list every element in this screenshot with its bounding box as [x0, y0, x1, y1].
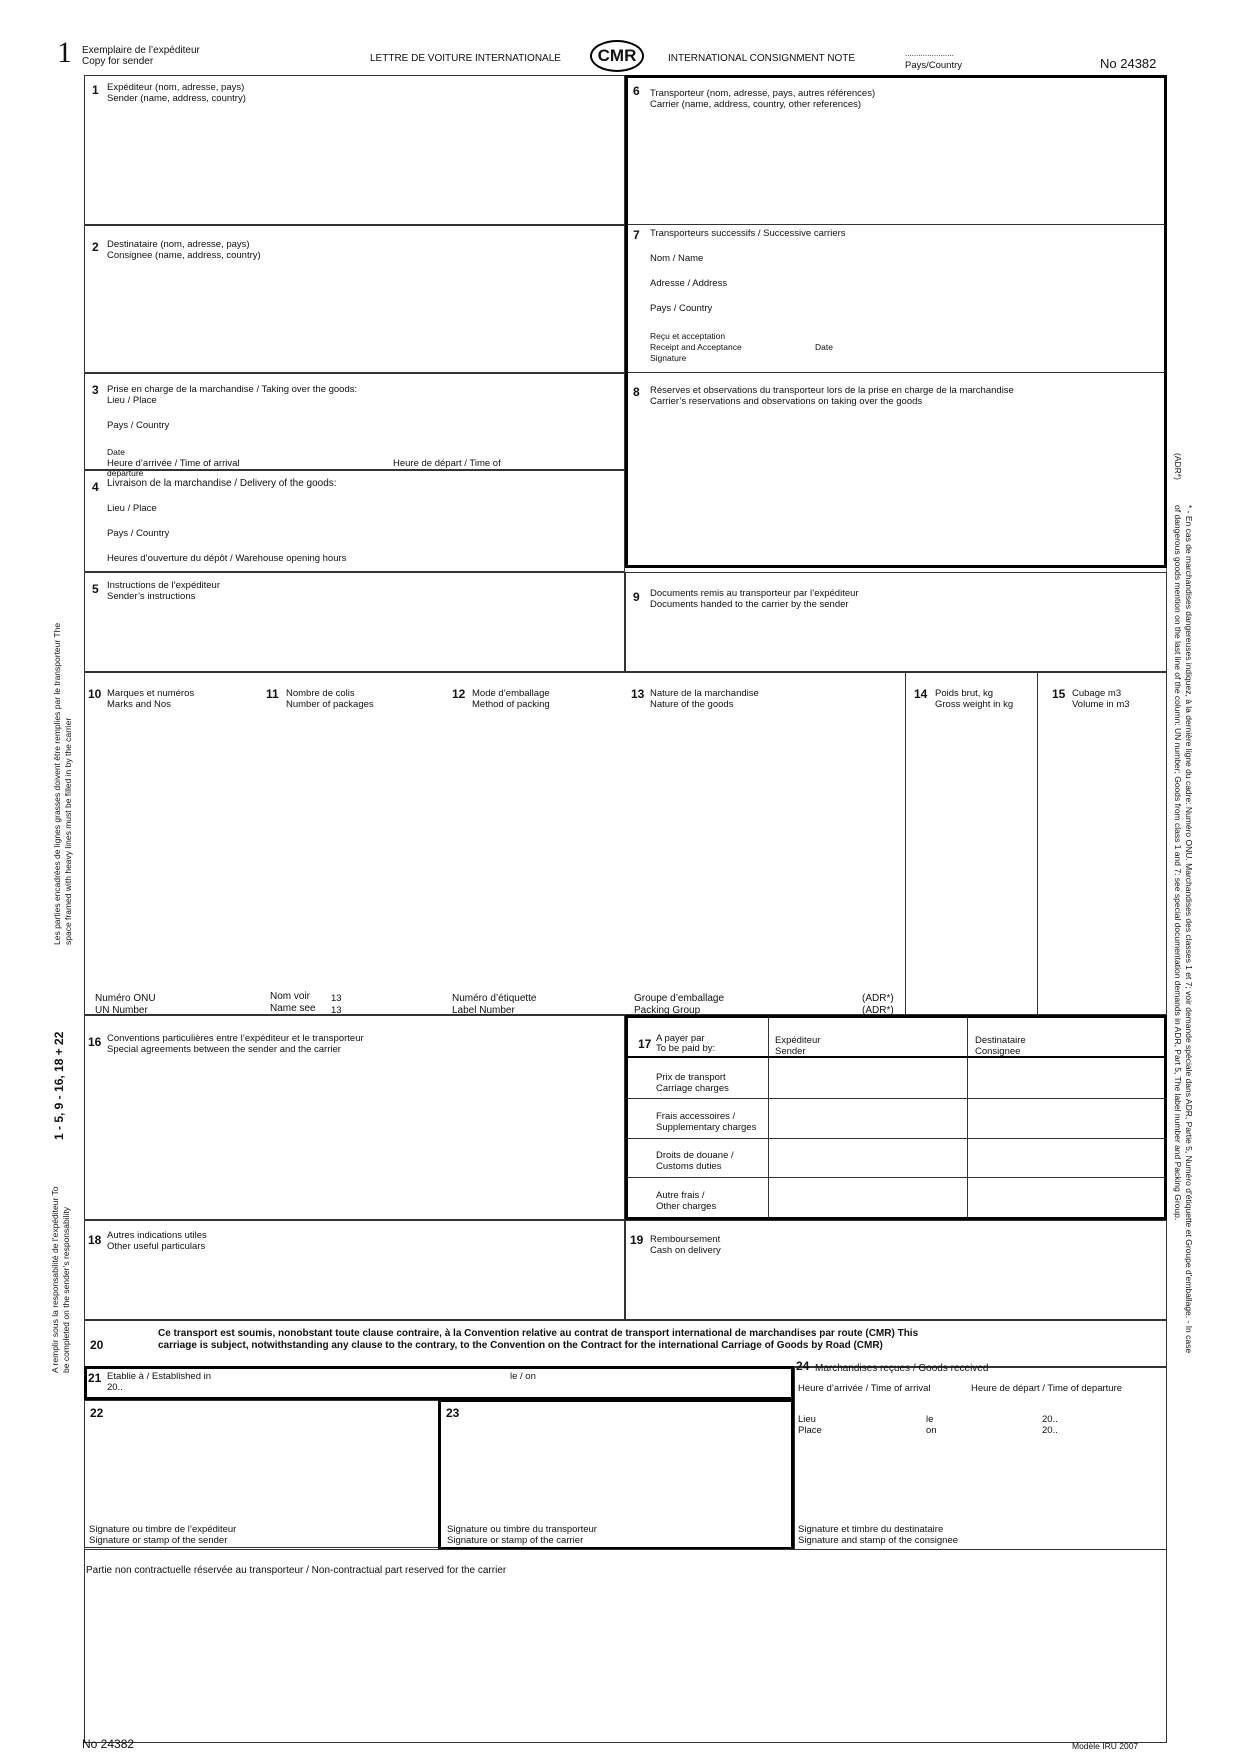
carrier-reserved-label: Partie non contractuelle réservée au transporteur / Non-contractual part reserved for the carrier	[86, 1565, 507, 1576]
section-24-number: 24	[796, 1359, 810, 1373]
section-16-label-fr: Conventions particulières entre l’expéditeur et le transporteur	[107, 1033, 364, 1044]
section-19-label-fr: Remboursement	[650, 1234, 721, 1245]
col-10-label-fr: Marques et numéros	[107, 688, 195, 699]
section-2-label-en: Consignee (name, address, country)	[107, 250, 261, 261]
section-9-label-fr: Documents remis au transporteur par l’expéditeur	[650, 588, 859, 599]
footer-model: Modèle IRU 2007	[1072, 1741, 1139, 1751]
section-9-label-en: Documents handed to the carrier by the sender	[650, 599, 849, 610]
col-10-number: 10	[88, 687, 102, 701]
col-15-label-en: Volume in m3	[1072, 699, 1130, 710]
name-see-ref-1: 13	[331, 993, 342, 1004]
doc-number: No 24382	[1100, 56, 1157, 71]
col-11-label-fr: Nombre de colis	[286, 688, 355, 699]
goods-divider-14	[905, 672, 906, 1015]
s17-row-div-3	[628, 1138, 1164, 1139]
section-4-number: 4	[92, 480, 99, 494]
country-dots: ......................	[905, 49, 954, 58]
section-6-label-en: Carrier (name, address, country, other references)	[650, 99, 862, 110]
charge-row-4-fr: Autre frais /	[656, 1190, 705, 1201]
section-24-lieu: Lieu	[798, 1414, 816, 1425]
charge-row-2-en: Supplementary charges	[656, 1122, 757, 1133]
col-13-label-fr: Nature de la marchandise	[650, 688, 759, 699]
col-10-label-en: Marks and Nos	[107, 699, 171, 710]
section-17-sender-en: Sender	[775, 1046, 806, 1057]
section-7-country: Pays / Country	[650, 303, 713, 314]
col-13-number: 13	[631, 687, 645, 701]
copy-number: 1	[57, 36, 72, 69]
section-6-label-fr: Transporteur (nom, adresse, pays, autres références)	[650, 88, 876, 99]
section-24-on: on	[926, 1425, 937, 1436]
charge-row-1-en: Carriage charges	[656, 1083, 729, 1094]
section-24-label: Marchandises reçues / Goods received	[815, 1363, 989, 1374]
section-24-year-2: 20..	[1042, 1425, 1058, 1436]
section-21-year: 20..	[107, 1382, 123, 1393]
section-5-label-fr: Instructions de l’expéditeur	[107, 580, 221, 591]
section-3-number: 3	[92, 383, 99, 397]
s17-col-div-1	[768, 1018, 769, 1217]
section-18-label-en: Other useful particulars	[107, 1241, 206, 1252]
section-4-hours: Heures d’ouverture du dépôt / Warehouse opening hours	[107, 553, 347, 564]
section-17-consignee-en: Consignee	[975, 1046, 1021, 1057]
section-3-arrival: Heure d’arrivée / Time of arrival	[107, 458, 240, 469]
section-16-label-en: Special agreements between the sender and the carrier	[107, 1044, 341, 1055]
section-7-date: Date	[815, 342, 833, 352]
section-1-label-en: Sender (name, address, country)	[107, 93, 246, 104]
section-17-payable-en: To be paid by:	[656, 1043, 716, 1054]
section-3-label: Prise en charge de la marchandise / Taking over the goods:	[107, 384, 358, 395]
section-24-place: Place	[798, 1425, 822, 1436]
section-17-consignee-fr: Destinataire	[975, 1035, 1026, 1046]
section-23-label-en: Signature or stamp of the carrier	[447, 1535, 584, 1546]
name-see-fr: Nom voir	[270, 991, 311, 1002]
section-8-label-en: Carrier’s reservations and observations on taking over the goods	[650, 396, 923, 407]
adr-note-2: (ADR*)	[862, 1005, 894, 1016]
section-16-number: 16	[88, 1035, 102, 1049]
section-21-label: Etablie à / Established in	[107, 1371, 212, 1382]
s17-col-div-2	[967, 1018, 968, 1217]
section-18-label-fr: Autres indications utiles	[107, 1230, 207, 1241]
section-20-number: 20	[90, 1338, 104, 1352]
charge-row-4-en: Other charges	[656, 1201, 717, 1212]
name-see-ref-2: 13	[331, 1005, 342, 1016]
un-number-en: UN Number	[95, 1005, 148, 1016]
heavy-lines-note-fr: Les parties encadrées de lignes grasses doivent être remplies par le transporteur The	[52, 622, 62, 945]
section-22-number: 22	[90, 1406, 104, 1420]
carrier-reserved-area[interactable]	[84, 1549, 1167, 1743]
col-12-number: 12	[452, 687, 466, 701]
col-14-label-fr: Poids brut, kg	[935, 688, 994, 699]
section-2-number: 2	[92, 240, 99, 254]
col-11-number: 11	[266, 687, 279, 701]
divider-7-8	[627, 372, 1165, 373]
section-17-sender-fr: Expéditeur	[775, 1035, 821, 1046]
adr-side-label: (ADR*)	[1173, 453, 1183, 480]
responsibility-note-fr: A remplir sous la responsabilité de l’expéditeur To	[50, 1186, 60, 1373]
goods-table[interactable]	[84, 672, 1167, 1015]
label-number-fr: Numéro d’étiquette	[452, 993, 537, 1004]
un-number-fr: Numéro ONU	[95, 993, 156, 1004]
copy-label-en: Copy for sender	[82, 56, 154, 67]
section-19-number: 19	[630, 1233, 644, 1247]
section-7-number: 7	[633, 228, 640, 242]
section-7-label: Transporteurs successifs / Successive carriers	[650, 228, 846, 239]
section-4-place: Lieu / Place	[107, 503, 157, 514]
section-3-country: Pays / Country	[107, 420, 170, 431]
section-3-departure-2: departure	[107, 468, 144, 478]
section-24-departure: Heure de départ / Time of departure	[971, 1383, 1123, 1394]
adr-note-1: (ADR*)	[862, 993, 894, 1004]
goods-divider-15	[1037, 672, 1038, 1015]
section-5-number: 5	[92, 582, 99, 596]
country-label: Pays/Country	[905, 60, 963, 71]
section-3-date: Date	[107, 447, 125, 457]
section-22-label-en: Signature or stamp of the sender	[89, 1535, 228, 1546]
s17-row-div-2	[628, 1098, 1164, 1099]
charge-row-2-fr: Frais accessoires /	[656, 1111, 736, 1122]
section-1-number: 1	[92, 83, 99, 97]
section-17-payable-fr: A payer par	[656, 1033, 705, 1044]
col-15-label-fr: Cubage m3	[1072, 688, 1122, 699]
section-5-label-en: Sender’s instructions	[107, 591, 196, 602]
title-fr: LETTRE DE VOITURE INTERNATIONALE	[370, 53, 561, 64]
dangerous-goods-note-2: of dangerous goods mention on the last line of the column: UN number; Goods from class 1 and 7: see special documentation demands in ADR, Part 5, The label number and Packing Group.	[1173, 505, 1183, 1221]
copy-label-fr: Exemplaire de l’expéditeur	[82, 45, 200, 56]
s17-row-div-4	[628, 1177, 1164, 1178]
divider-6-7	[627, 224, 1165, 225]
section-4-country: Pays / Country	[107, 528, 170, 539]
section-24-year-1: 20..	[1042, 1414, 1058, 1425]
section-9-number: 9	[633, 590, 640, 604]
section-23-number: 23	[446, 1406, 460, 1420]
section-24-sig-en: Signature and stamp of the consignee	[798, 1535, 959, 1546]
section-21-on: le / on	[510, 1371, 536, 1382]
section-22-label-fr: Signature ou timbre de l’expéditeur	[89, 1524, 237, 1535]
section-20-text-fr: Ce transport est soumis, nonobstant toute clause contraire, à la Convention relative au contrat de transport international de marchandises par route (CMR) This	[158, 1328, 919, 1339]
section-21-number: 21	[88, 1371, 102, 1385]
section-8-number: 8	[633, 385, 640, 399]
charge-row-1-fr: Prix de transport	[656, 1072, 726, 1083]
responsibility-sections: 1 - 5, 9 - 16, 18 + 22	[52, 1031, 66, 1140]
footer-doc-number: No 24382	[82, 1737, 135, 1751]
name-see-en: Name see	[270, 1003, 316, 1014]
section-20-text-en: carriage is subject, notwithstanding any clause to the contrary, to the Convention on the Contract for the international Carriage of Goods by Road (CMR)	[158, 1340, 883, 1351]
section-8-label-fr: Réserves et observations du transporteur lors de la prise en charge de la marchandise	[650, 385, 1014, 396]
section-6-number: 6	[633, 84, 640, 98]
col-12-label-fr: Mode d’emballage	[472, 688, 550, 699]
col-15-number: 15	[1052, 687, 1066, 701]
packing-group-fr: Groupe d’emballage	[634, 993, 725, 1004]
section-1-label-fr: Expéditeur (nom, adresse, pays)	[107, 82, 245, 93]
cmr-logo: CMR	[590, 40, 644, 72]
section-6-carrier[interactable]	[625, 75, 1167, 568]
col-14-number: 14	[914, 687, 928, 701]
charge-row-3-en: Customs duties	[656, 1161, 722, 1172]
col-13-label-en: Nature of the goods	[650, 699, 734, 710]
col-14-label-en: Gross weight in kg	[935, 699, 1014, 710]
section-24-arrival: Heure d’arrivée / Time of arrival	[798, 1383, 931, 1394]
title-en: INTERNATIONAL CONSIGNMENT NOTE	[668, 53, 856, 64]
section-3-departure: Heure de départ / Time of	[393, 458, 501, 469]
col-12-label-en: Method of packing	[472, 699, 550, 710]
heavy-lines-note-en: space framed with heavy lines must be filled in by the carrier	[63, 717, 73, 945]
section-19-label-en: Cash on delivery	[650, 1245, 721, 1256]
section-24-le: le	[926, 1414, 934, 1425]
section-4-label: Livraison de la marchandise / Delivery of the goods:	[107, 478, 337, 489]
section-23-label-fr: Signature ou timbre du transporteur	[447, 1524, 597, 1535]
section-7-name: Nom / Name	[650, 253, 704, 264]
section-2-label-fr: Destinataire (nom, adresse, pays)	[107, 239, 250, 250]
section-7-receipt-en: Receipt and Acceptance	[650, 342, 742, 352]
responsibility-note-en: be completed on the sender’s responsability	[61, 1206, 71, 1373]
section-7-address: Adresse / Address	[650, 278, 728, 289]
charge-row-3-fr: Droits de douane /	[656, 1150, 734, 1161]
section-7-receipt-fr: Reçu et acceptation	[650, 331, 726, 341]
packing-group-en: Packing Group	[634, 1005, 701, 1016]
label-number-en: Label Number	[452, 1005, 515, 1016]
section-24-sig-fr: Signature et timbre du destinataire	[798, 1524, 944, 1535]
dangerous-goods-note-1: * - En cas de marchandises dangereuses indiquez, à la dernière ligne du cadre: Numéro ONU. Marchandises des classes 1 et 7; voir demande spéciale dans ADR, Partie 5, Numéro d’étiquette et Groupe d’emballage. - In case	[1184, 505, 1194, 1354]
col-11-label-en: Number of packages	[286, 699, 374, 710]
section-7-signature: Signature	[650, 353, 687, 363]
section-3-place: Lieu / Place	[107, 395, 157, 406]
section-18-number: 18	[88, 1233, 102, 1247]
section-17-number: 17	[638, 1037, 652, 1051]
s17-row-div-1	[628, 1056, 1164, 1058]
section-9-documents[interactable]	[625, 572, 1167, 672]
